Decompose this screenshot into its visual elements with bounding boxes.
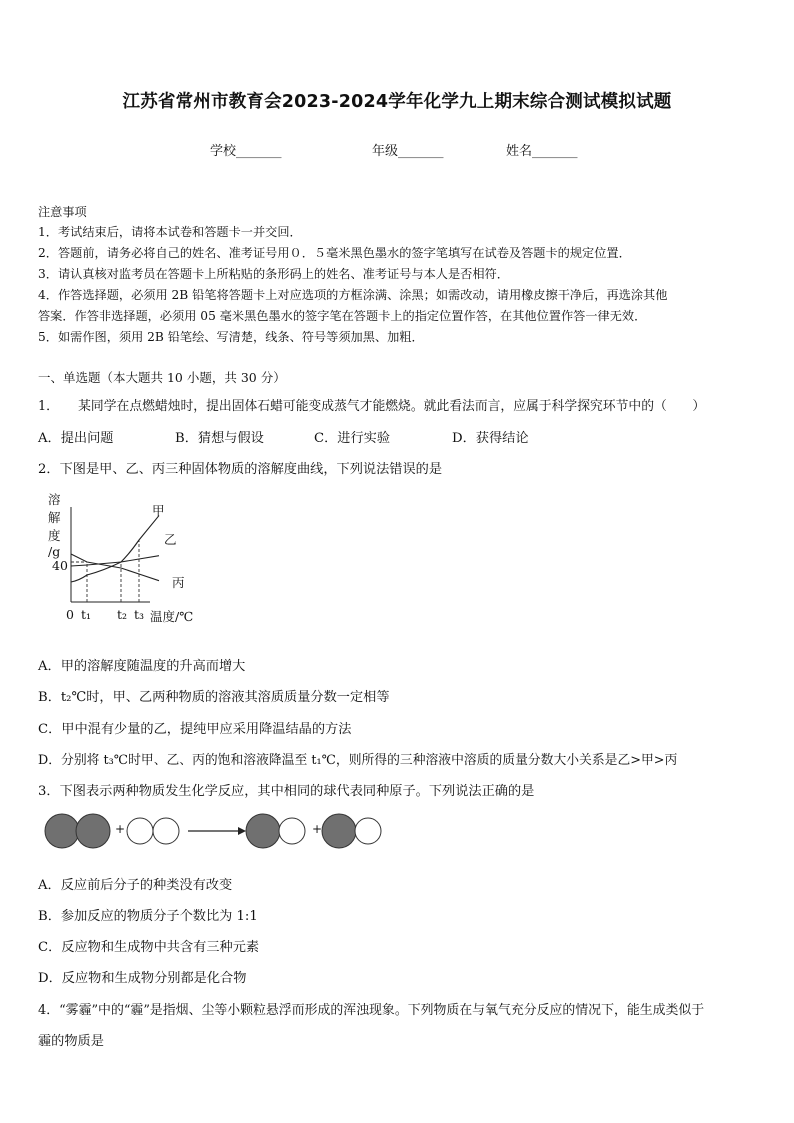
arrow-head-icon: [238, 827, 246, 835]
q1-option-c: C．进行实验: [314, 431, 391, 446]
school-field: 学校_______: [210, 144, 282, 159]
q3-option-c: C．反应物和生成物中共含有三种元素: [38, 940, 260, 955]
q1-option-b: B．猜想与假设: [175, 431, 264, 446]
grade-field: 年级_______: [372, 144, 444, 159]
page-title: 江苏省常州市教育会2023-2024学年化学九上期末综合测试模拟试题: [122, 92, 672, 112]
q4-stem-line2: 霾的物质是: [38, 1034, 104, 1049]
plus-sign-2: +: [312, 822, 323, 836]
notes-item-3: 3．请认真核对监考员在答题卡上所粘贴的条形码上的姓名、准考证号与本人是否相符．: [38, 267, 509, 281]
white-atom: [279, 818, 305, 844]
q1-option-d: D．获得结论: [452, 431, 529, 446]
notes-item-5: 5．如需作图，须用 2B 铅笔绘、写清楚，线条、符号等须加黑、加粗．: [38, 330, 424, 344]
name-field: 姓名_______: [506, 144, 578, 159]
chart-x-tick-0: 0: [66, 607, 74, 622]
chart-xlabel: 温度/℃: [150, 609, 194, 624]
q3-stem: 3．下图表示两种物质发生化学反应，其中相同的球代表同种原子。下列说法正确的是: [38, 784, 535, 799]
notes-item-4: 4．作答选择题，必须用 2B 铅笔将答题卡上对应选项的方框涂满、涂黑；如需改动，请用橡皮擦干净后，再选涂其他: [38, 288, 668, 302]
q2-option-d: D．分别将 t₃℃时甲、乙、丙的饱和溶液降温至 t₁℃，则所得的三种溶液中溶质的质量分数大小关系是乙>甲>丙: [38, 753, 678, 768]
chart-label-yi: 乙: [164, 532, 177, 547]
plus-sign-1: +: [115, 822, 126, 836]
notes-item-1: 1．考试结束后，请将本试卷和答题卡一并交回．: [38, 225, 302, 239]
chart-ylabel-3: 度: [48, 528, 61, 543]
chart-x-tick-t1: t₁: [81, 607, 92, 622]
gray-atom: [45, 814, 79, 848]
gray-atom: [246, 814, 280, 848]
notes-item-2: 2．答题前，请务必将自己的姓名、准考证号用０．５毫米黑色墨水的签字笔填写在试卷及答题卡的规定位置．: [38, 246, 631, 260]
chart-x-tick-t2: t₂: [117, 607, 128, 622]
q2-option-b: B．t₂℃时，甲、乙两种物质的溶液其溶质质量分数一定相等: [38, 690, 390, 705]
chart-ylabel-4: /g: [48, 544, 61, 559]
q4-stem-line1: 4．“雾霾”中的“霾”是指烟、尘等小颗粒悬浮而形成的浑浊现象。下列物质在与氧气充分反应的情况下，能生成类似于: [38, 1003, 705, 1018]
chart-ylabel-2: 解: [48, 510, 61, 525]
white-atom: [153, 818, 179, 844]
q1-stem: 1． 某同学在点燃蜡烛时，提出固体石蜡可能变成蒸气才能燃烧。就此看法而言，应属于科学探究环节中的（ ）: [38, 399, 706, 414]
chart-ylabel-1: 溶: [48, 492, 61, 507]
white-atom: [127, 818, 153, 844]
q2-option-a: A．甲的溶解度随温度的升高而增大: [38, 659, 246, 674]
chart-label-bing: 丙: [172, 575, 185, 590]
notes-item-4-cont: 答案．作答非选择题，必须用 05 毫米黑色墨水的签字笔在答题卡上的指定位置作答，在其他位置作答一律无效．: [38, 309, 647, 323]
notes-heading: 注意事项: [38, 205, 87, 219]
q3-option-b: B．参加反应的物质分子个数比为 1:1: [38, 909, 258, 924]
chart-label-jia: 甲: [152, 503, 165, 518]
q2-option-c: C．甲中混有少量的乙，提纯甲应采用降温结晶的方法: [38, 722, 352, 737]
gray-atom: [322, 814, 356, 848]
q2-stem: 2．下图是甲、乙、丙三种固体物质的溶解度曲线，下列说法错误的是: [38, 462, 443, 477]
chart-x-tick-t3: t₃: [134, 607, 145, 622]
white-atom: [355, 818, 381, 844]
gray-atom: [76, 814, 110, 848]
q3-option-a: A．反应前后分子的种类没有改变: [38, 878, 233, 893]
section-heading: 一、单选题（本大题共 10 小题，共 30 分）: [38, 370, 286, 385]
q1-option-a: A．提出问题: [38, 431, 114, 446]
chart-y-tick-40: 40: [52, 558, 68, 573]
q3-option-d: D．反应物和生成物分别都是化合物: [38, 971, 247, 986]
